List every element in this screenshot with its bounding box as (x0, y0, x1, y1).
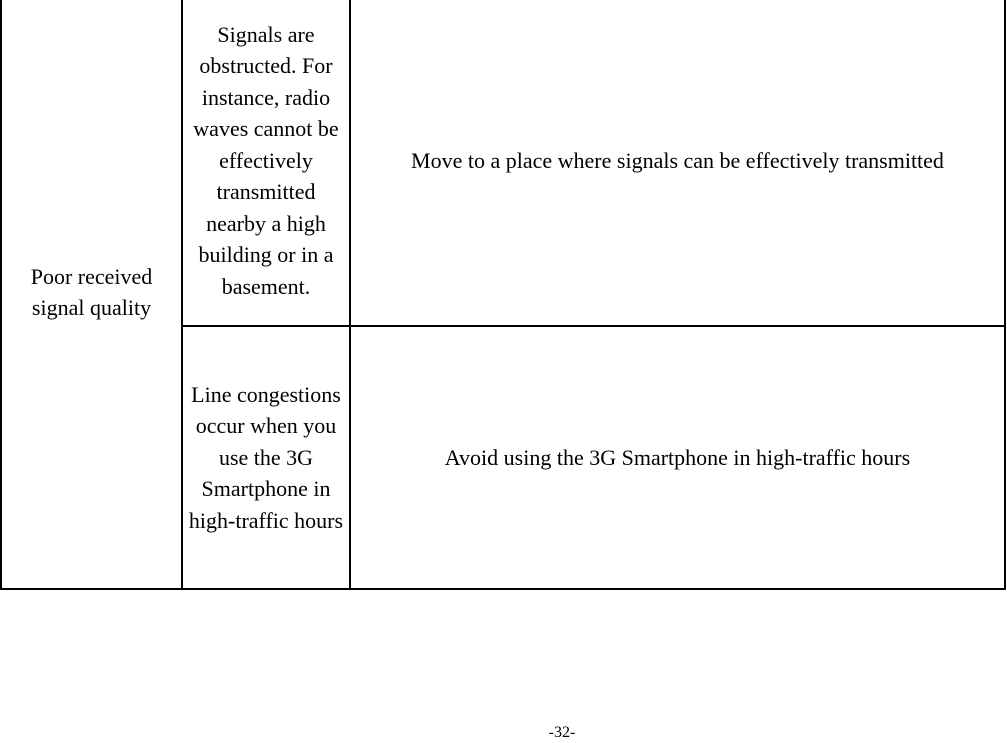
solution-cell: Avoid using the 3G Smartphone in high-traffic hours (350, 326, 1005, 589)
page-number: -32- (548, 724, 576, 741)
cause-cell: Signals are obstructed. For instance, radio waves cannot be effectively transmitted nearby a high building or in a basement. (182, 0, 350, 326)
cause-cell: Line congestions occur when you use the 3G Smartphone in high-traffic hours (182, 326, 350, 589)
solution-cell: Move to a place where signals can be effectively transmitted (350, 0, 1005, 326)
problem-cell: Poor received signal quality (1, 0, 182, 589)
table-row (1, 0, 1005, 326)
